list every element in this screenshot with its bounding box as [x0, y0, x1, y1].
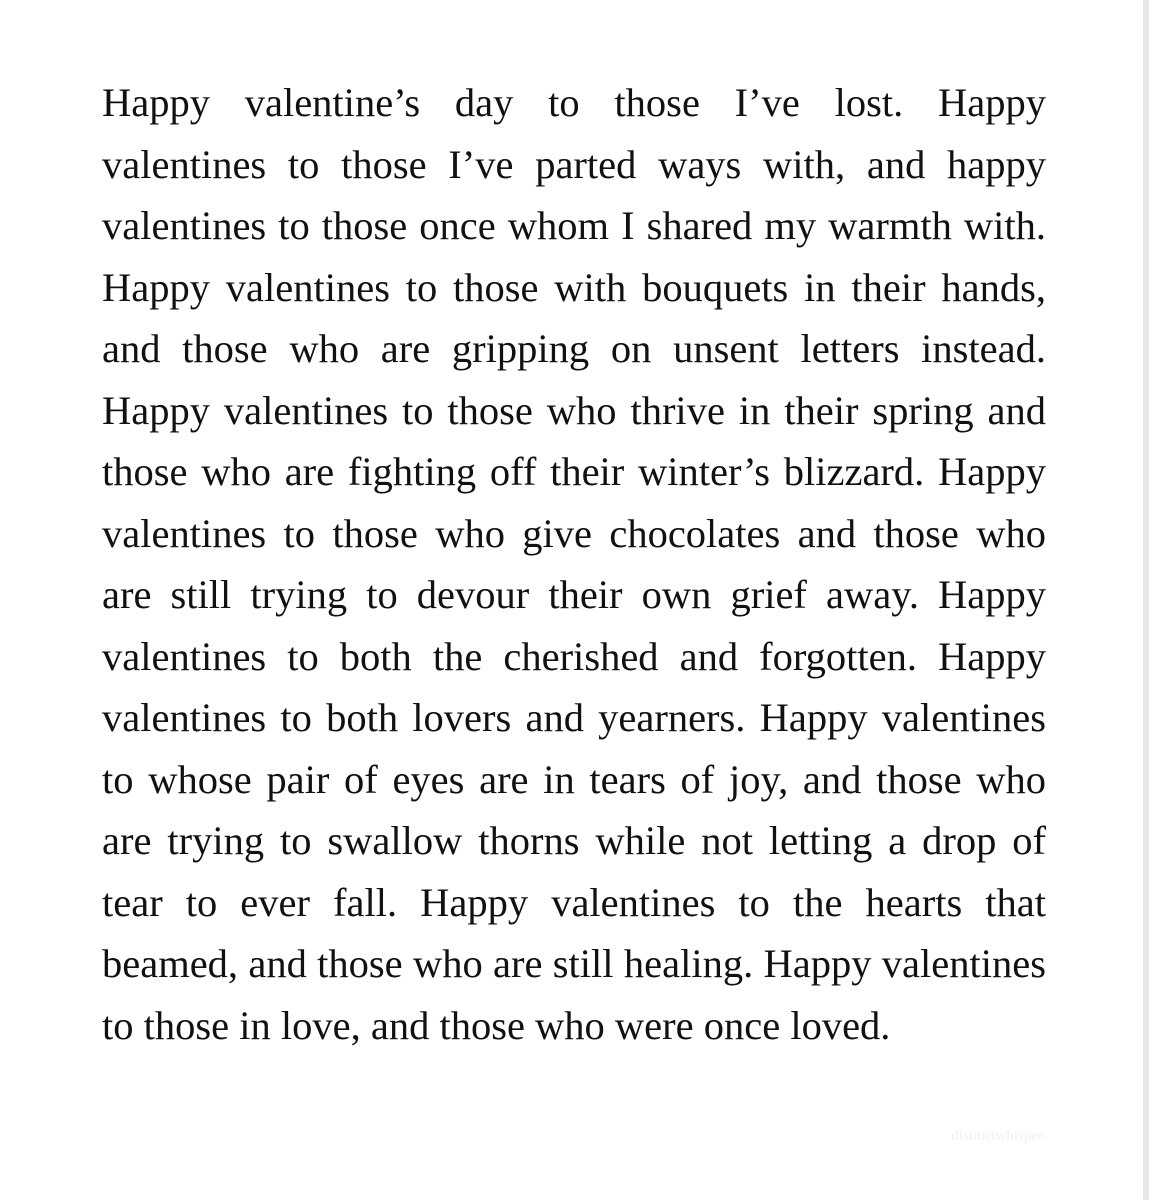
- page-edge: [1143, 0, 1149, 1200]
- author-signature: distinctwhisper.: [951, 1128, 1046, 1144]
- poem-passage: Happy valentine’s day to those I’ve lost. Happy valentines to those I’ve parted ways with, and happy valentines to those once whom I shared my warmth with. Happy valentines to those with bouquets in their hands, and those who are gripping on unsent letters instead. Happy valentines to those who thrive in their spring and those who are fighting off their winter’s blizzard. Happy valentines to those who give chocolates and those who are still trying to devour their own grief away. Happy valentines to both the cherished and forgotten. Happy valentines to both lovers and yearners. Happy valentines to whose pair of eyes are in tears of joy, and those who are trying to swallow thorns while not letting a drop of tear to ever fall. Happy valentines to the hearts that beamed, and those who are still healing. Happy valentines to those in love, and those who were once loved.: [102, 80, 1046, 1048]
